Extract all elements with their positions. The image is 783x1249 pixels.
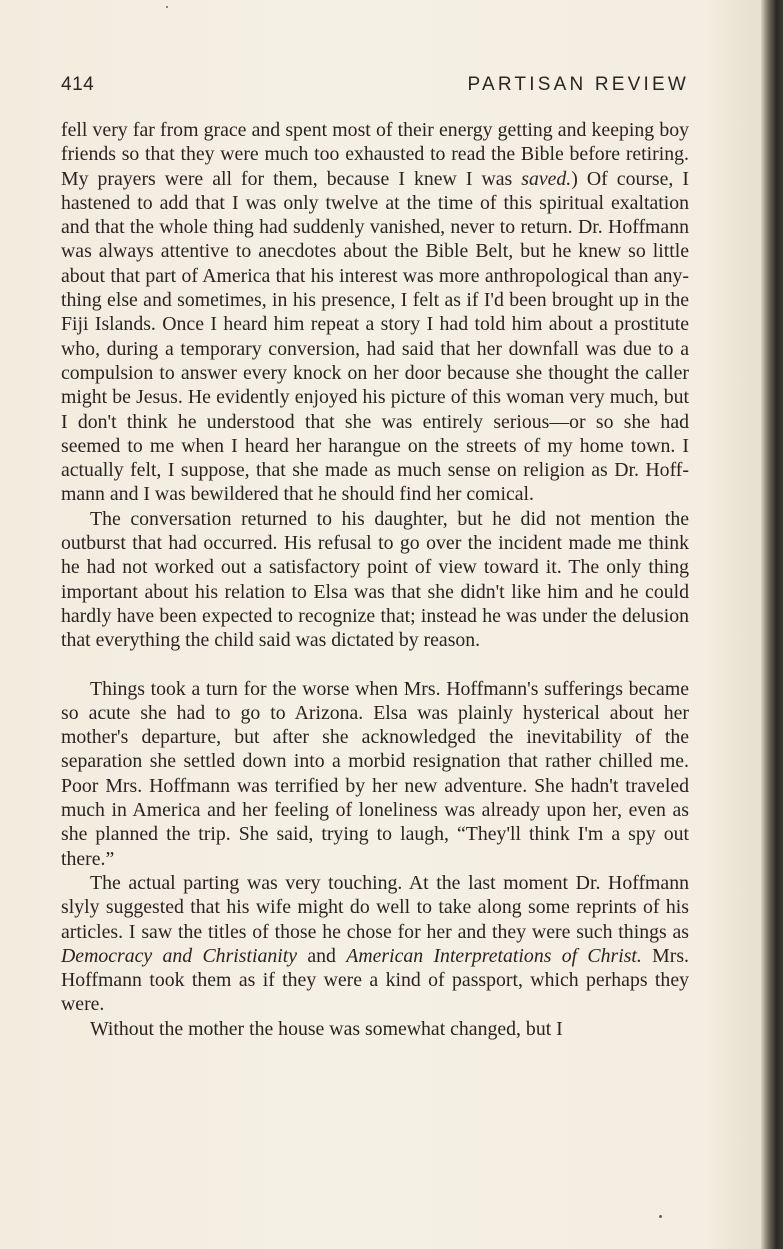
body-text — [61, 118, 689, 1041]
running-head: PARTISAN REVIEW — [467, 74, 689, 95]
paragraph — [61, 871, 689, 1017]
book-spine-shadow — [761, 0, 783, 1249]
text-run: and — [297, 944, 347, 967]
text-run: The actual parting was very touching. At the last moment Dr. Hoffmann slyly suggested that his wife might do well to take along some reprints of his articles. I saw the titles of those he chose for her and they were such things as — [61, 871, 689, 943]
text-run: ) Of course, I hastened to add that I was only twelve at the time of this spiritual exaltation and that the whole thing had suddenly vanished, never to return. Dr. Hoffmann was always attentive to anecdotes about the Bible Belt, but he knew so little about that part of America that his interest was more anthropological than anything else and sometimes, in his presence, I felt as if I'd been brought up in the Fiji Islands. Once I heard him repeat a story I had told him about a prostitute who, during a temporary conversion, had said that her downfall was due to a compulsion to answer every knock on her door because she thought the caller might be Jesus. He evidently enjoyed his picture of this woman very much, but I don't think he understood that she was entirely serious—or so she had seemed to me when I heard her harangue on the streets of my home town. I actually felt, I suppose, that she made as much sense on religion as Dr. Hoffmann and I was bewildered that he should find her comical. — [61, 167, 689, 506]
page-number: 414 — [61, 74, 95, 95]
paragraph — [61, 677, 689, 871]
page-speck — [659, 1215, 662, 1218]
italic-text: Democracy and Christianity — [61, 944, 298, 967]
page-header — [61, 74, 689, 100]
italic-text: American Interpretations of Christ. — [346, 944, 642, 967]
text-run: fell very far from grace and spent most of their energy getting and keeping boy friends so that they were much too exhausted to read the Bible before retiring. My prayers were all for them, because I knew I was — [61, 119, 689, 190]
paragraph — [61, 118, 689, 507]
text-run: Things took a turn for the worse when Mrs. Hoffmann's sufferings became so acute she had to go to Arizona. Elsa was plainly hysterical about her mother's departure, but after she acknowledged the inevitability of the separation she settled down into a morbid resignation that rather chilled me. Poor Mrs. Hoffmann was terrified by her new adventure. She hadn't traveled much in America and her feeling of loneliness was already upon her, even as she planned the trip. She said, trying to laugh, “They'll think I'm a spy out there.” — [61, 677, 689, 870]
paragraph — [61, 1017, 689, 1041]
paragraph — [61, 507, 689, 653]
text-run: Mrs. Hoffmann took them as if they were a kind of passport, which perhaps they were. — [61, 944, 690, 1016]
italic-text: saved. — [521, 167, 572, 190]
text-run: Without the mother the house was somewhat changed, but I — [90, 1017, 563, 1040]
text-run: The conversation returned to his daughter, but he did not mention the outburst that had occurred. His refusal to go over the incident made me think he had not worked out a satisfactory point of view toward it. The only thing important about his relation to Elsa was that she didn't like him and he could hardly have been expected to recognize that; instead he was under the delusion that everything the child said was dictated by reason. — [61, 507, 689, 652]
page-speck — [166, 6, 168, 8]
